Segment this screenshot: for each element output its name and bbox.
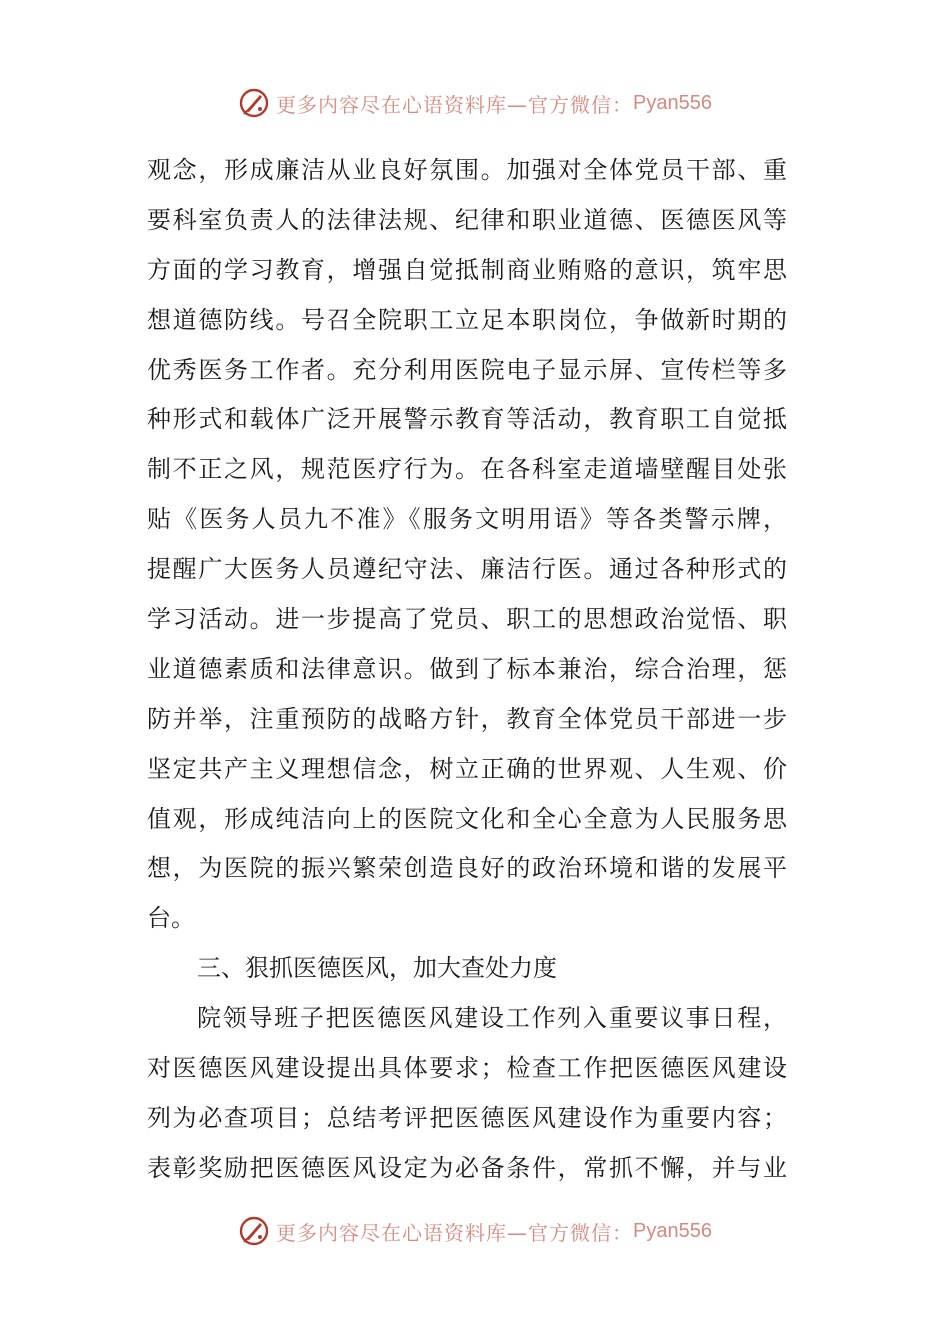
document-body (147, 146, 787, 1194)
header-wechat-id: Pyan556 (633, 91, 712, 114)
text-line: 学习活动。进一步提高了党员、职工的思想政治觉悟、职 (147, 605, 787, 634)
text-line: 列为必查项目；总结考评把医德医风建设作为重要内容； (147, 1103, 787, 1132)
header-banner-text: 更多内容尽在心语资料库—官方微信： (276, 92, 634, 117)
text-line: 台。 (147, 904, 195, 933)
quill-logo-icon (238, 87, 270, 119)
section-heading: 三、狠抓医德医风，加大查处力度 (197, 954, 557, 983)
paragraph-2 (147, 994, 787, 1194)
text-line: 制不正之风，规范医疗行为。在各科室走道墙壁醒目处张 (147, 455, 787, 484)
text-line: 想道德防线。号召全院职工立足本职岗位，争做新时期的 (147, 305, 787, 334)
text-line: 种形式和载体广泛开展警示教育等活动，教育职工自觉抵 (147, 405, 787, 434)
text-line: 优秀医务工作者。充分利用医院电子显示屏、宣传栏等多 (147, 355, 787, 384)
footer-banner (0, 1214, 950, 1248)
footer-banner-text: 更多内容尽在心语资料库—官方微信： (276, 1220, 634, 1245)
text-line: 表彰奖励把医德医风设定为必备条件，常抓不懈，并与业 (147, 1153, 787, 1182)
footer-wechat-id: Pyan556 (633, 1219, 712, 1242)
text-line: 坚定共产主义理想信念，树立正确的世界观、人生观、价 (147, 754, 787, 783)
text-line: 对医德医风建设提出具体要求；检查工作把医德医风建设 (147, 1054, 787, 1083)
text-line: 观念，形成廉洁从业良好氛围。加强对全体党员干部、重 (147, 156, 787, 184)
text-line: 方面的学习教育，增强自觉抵制商业贿赂的意识，筑牢思 (147, 255, 787, 284)
text-line: 防并举，注重预防的战略方针，教育全体党员干部进一步 (147, 704, 787, 733)
text-line: 业道德素质和法律意识。做到了标本兼治，综合治理，惩 (147, 654, 787, 683)
text-line: 值观，形成纯洁向上的医院文化和全心全意为人民服务思 (147, 804, 787, 833)
text-line: 提醒广大医务人员遵纪守法、廉洁行医。通过各种形式的 (147, 555, 787, 584)
text-line: 要科室负责人的法律法规、纪律和职业道德、医德医风等 (147, 205, 787, 234)
text-line: 院领导班子把医德医风建设工作列入重要议事日程， (197, 1004, 787, 1033)
text-line: 想，为医院的振兴繁荣创造良好的政治环境和谐的发展平 (147, 854, 787, 883)
header-banner (0, 86, 950, 120)
text-line: 贴《医务人员九不准》《服务文明用语》等各类警示牌， (147, 505, 787, 534)
paragraph-1 (147, 146, 787, 944)
quill-logo-icon (238, 1215, 270, 1247)
